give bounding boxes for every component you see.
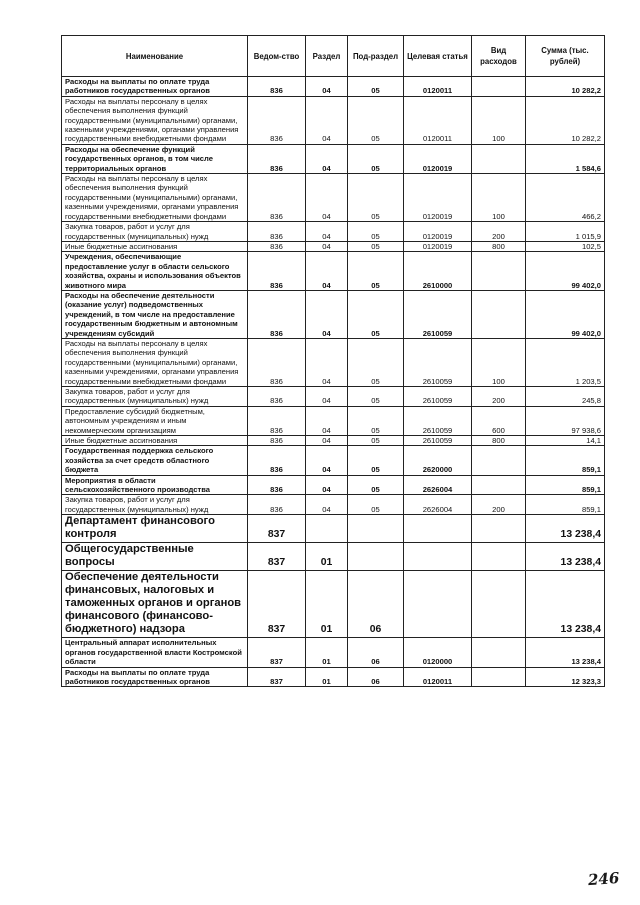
row-razdel: 04 <box>306 77 348 97</box>
row-name: Департамент финансового контроля <box>62 515 248 543</box>
row-podrazdel <box>348 515 404 543</box>
row-ved: 836 <box>248 174 306 222</box>
row-podrazdel: 05 <box>348 174 404 222</box>
row-name: Общегосударственные вопросы <box>62 543 248 571</box>
row-statya: 0120019 <box>404 144 472 173</box>
row-summa: 13 238,4 <box>526 515 605 543</box>
row-statya: 2610059 <box>404 436 472 446</box>
row-ved: 836 <box>248 475 306 495</box>
row-ved: 836 <box>248 290 306 338</box>
row-ved: 837 <box>248 515 306 543</box>
row-vid: 600 <box>472 406 526 435</box>
row-podrazdel: 06 <box>348 638 404 667</box>
row-summa: 12 323,3 <box>526 667 605 687</box>
row-ved: 836 <box>248 222 306 242</box>
row-summa: 14,1 <box>526 436 605 446</box>
row-name: Расходы на обеспечение деятельности (оказание услуг) подведомственных учреждений, в том числе на предоставление государственным бюджетным и автономным учреждениям субсидий <box>62 290 248 338</box>
row-podrazdel <box>348 543 404 571</box>
row-podrazdel: 05 <box>348 290 404 338</box>
row-statya: 2610059 <box>404 387 472 407</box>
row-vid: 100 <box>472 96 526 144</box>
row-summa: 1 584,6 <box>526 144 605 173</box>
table-row <box>62 406 605 435</box>
table-row <box>62 543 605 571</box>
table-row <box>62 77 605 97</box>
header-razdel: Раздел <box>306 36 348 77</box>
row-ved: 836 <box>248 446 306 475</box>
row-summa: 1 203,5 <box>526 338 605 386</box>
row-ved: 836 <box>248 436 306 446</box>
row-ved: 836 <box>248 77 306 97</box>
row-vid: 200 <box>472 387 526 407</box>
row-name: Расходы на выплаты персоналу в целях обеспечения выполнения функций государственными (муниципальными) органами, казенными учреждениями, органами управления государственными внебюджетными фондами <box>62 174 248 222</box>
row-razdel: 04 <box>306 241 348 251</box>
table-row <box>62 638 605 667</box>
budget-table <box>61 35 605 687</box>
row-ved: 836 <box>248 338 306 386</box>
row-statya: 2626004 <box>404 475 472 495</box>
table-row <box>62 495 605 515</box>
row-ved: 836 <box>248 241 306 251</box>
row-statya: 0120011 <box>404 77 472 97</box>
header-vid: Вид расходов <box>472 36 526 77</box>
row-razdel <box>306 515 348 543</box>
row-vid <box>472 446 526 475</box>
row-podrazdel: 05 <box>348 446 404 475</box>
row-summa: 466,2 <box>526 174 605 222</box>
row-podrazdel: 05 <box>348 475 404 495</box>
row-name: Закупка товаров, работ и услуг для государственных (муниципальных) нужд <box>62 495 248 515</box>
row-name: Иные бюджетные ассигнования <box>62 436 248 446</box>
row-statya: 2626004 <box>404 495 472 515</box>
row-vid <box>472 543 526 571</box>
header-name: Наименование <box>62 36 248 77</box>
header-podrazdel: Под-раздел <box>348 36 404 77</box>
row-name: Предоставление субсидий бюджетным, автономным учреждениям и иным некоммерческим организациям <box>62 406 248 435</box>
row-razdel: 01 <box>306 543 348 571</box>
row-razdel: 01 <box>306 638 348 667</box>
row-name: Центральный аппарат исполнительных органов государственной власти Костромской области <box>62 638 248 667</box>
row-razdel: 04 <box>306 290 348 338</box>
row-summa: 102,5 <box>526 241 605 251</box>
row-podrazdel: 05 <box>348 77 404 97</box>
page-number: 246 <box>587 868 620 890</box>
row-name: Государственная поддержка сельского хозяйства за счет средств областного бюджета <box>62 446 248 475</box>
row-statya: 0120019 <box>404 174 472 222</box>
row-podrazdel: 05 <box>348 252 404 291</box>
row-summa: 13 238,4 <box>526 571 605 638</box>
row-summa: 99 402,0 <box>526 290 605 338</box>
row-razdel: 04 <box>306 475 348 495</box>
row-statya: 2610059 <box>404 290 472 338</box>
row-name: Закупка товаров, работ и услуг для государственных (муниципальных) нужд <box>62 387 248 407</box>
row-podrazdel: 05 <box>348 387 404 407</box>
row-ved: 837 <box>248 571 306 638</box>
table-row <box>62 241 605 251</box>
row-podrazdel: 06 <box>348 571 404 638</box>
row-statya: 0120000 <box>404 638 472 667</box>
row-ved: 836 <box>248 406 306 435</box>
row-podrazdel: 05 <box>348 406 404 435</box>
table-row <box>62 174 605 222</box>
row-name: Учреждения, обеспечивающие предоставление услуг в области сельского хозяйства, охраны и использования объектов животного мира <box>62 252 248 291</box>
row-vid <box>472 571 526 638</box>
row-razdel: 01 <box>306 667 348 687</box>
table-row <box>62 571 605 638</box>
row-ved: 836 <box>248 144 306 173</box>
row-razdel: 04 <box>306 338 348 386</box>
header-ved: Ведом-ство <box>248 36 306 77</box>
row-name: Расходы на выплаты по оплате труда работников государственных органов <box>62 77 248 97</box>
row-razdel: 04 <box>306 252 348 291</box>
header-statya: Целевая статья <box>404 36 472 77</box>
row-vid <box>472 667 526 687</box>
row-podrazdel: 05 <box>348 96 404 144</box>
row-statya: 2610059 <box>404 406 472 435</box>
row-summa: 859,1 <box>526 475 605 495</box>
table-row <box>62 475 605 495</box>
row-vid <box>472 77 526 97</box>
row-vid <box>472 290 526 338</box>
table-row <box>62 222 605 242</box>
row-summa: 97 938,6 <box>526 406 605 435</box>
row-summa: 1 015,9 <box>526 222 605 242</box>
row-statya: 2610059 <box>404 338 472 386</box>
table-row <box>62 338 605 386</box>
row-vid: 800 <box>472 436 526 446</box>
row-ved: 836 <box>248 252 306 291</box>
table-row <box>62 252 605 291</box>
row-vid <box>472 144 526 173</box>
row-podrazdel: 05 <box>348 222 404 242</box>
row-vid: 100 <box>472 338 526 386</box>
row-statya <box>404 571 472 638</box>
row-ved: 837 <box>248 667 306 687</box>
row-razdel: 04 <box>306 222 348 242</box>
row-podrazdel: 05 <box>348 338 404 386</box>
header-summa: Сумма (тыс. рублей) <box>526 36 605 77</box>
row-podrazdel: 05 <box>348 436 404 446</box>
row-summa: 859,1 <box>526 495 605 515</box>
row-podrazdel: 05 <box>348 144 404 173</box>
row-podrazdel: 05 <box>348 495 404 515</box>
row-vid <box>472 515 526 543</box>
row-statya <box>404 515 472 543</box>
row-summa: 245,8 <box>526 387 605 407</box>
row-summa: 859,1 <box>526 446 605 475</box>
row-statya: 2610000 <box>404 252 472 291</box>
table-row <box>62 446 605 475</box>
row-razdel: 04 <box>306 144 348 173</box>
row-razdel: 04 <box>306 174 348 222</box>
row-razdel: 04 <box>306 387 348 407</box>
row-name: Мероприятия в области сельскохозяйственного производства <box>62 475 248 495</box>
row-name: Расходы на обеспечение функций государственных органов, в том числе территориальных органов <box>62 144 248 173</box>
row-ved: 837 <box>248 543 306 571</box>
table-row <box>62 387 605 407</box>
row-summa: 10 282,2 <box>526 96 605 144</box>
row-razdel: 04 <box>306 406 348 435</box>
row-vid: 800 <box>472 241 526 251</box>
table-row <box>62 290 605 338</box>
row-vid <box>472 252 526 291</box>
row-vid: 100 <box>472 174 526 222</box>
row-podrazdel: 06 <box>348 667 404 687</box>
row-vid <box>472 475 526 495</box>
row-summa: 99 402,0 <box>526 252 605 291</box>
row-ved: 837 <box>248 638 306 667</box>
row-summa: 13 238,4 <box>526 543 605 571</box>
row-name: Закупка товаров, работ и услуг для государственных (муниципальных) нужд <box>62 222 248 242</box>
row-razdel: 04 <box>306 436 348 446</box>
row-statya: 2620000 <box>404 446 472 475</box>
row-podrazdel: 05 <box>348 241 404 251</box>
row-vid <box>472 638 526 667</box>
row-ved: 836 <box>248 387 306 407</box>
table-row <box>62 436 605 446</box>
row-statya: 0120019 <box>404 222 472 242</box>
header-row <box>62 36 605 77</box>
row-name: Обеспечение деятельности финансовых, налоговых и таможенных органов и органов финансового (финансово-бюджетного) надзора <box>62 571 248 638</box>
row-name: Расходы на выплаты по оплате труда работников государственных органов <box>62 667 248 687</box>
row-summa: 13 238,4 <box>526 638 605 667</box>
row-ved: 836 <box>248 495 306 515</box>
row-ved: 836 <box>248 96 306 144</box>
row-statya <box>404 543 472 571</box>
row-name: Расходы на выплаты персоналу в целях обеспечения выполнения функций государственными (муниципальными) органами, казенными учреждениями, органами управления государственными внебюджетными фондами <box>62 96 248 144</box>
row-razdel: 04 <box>306 96 348 144</box>
table-row <box>62 667 605 687</box>
row-vid: 200 <box>472 222 526 242</box>
table-row <box>62 515 605 543</box>
row-razdel: 04 <box>306 446 348 475</box>
table-row <box>62 144 605 173</box>
row-summa: 10 282,2 <box>526 77 605 97</box>
row-razdel: 04 <box>306 495 348 515</box>
row-name: Иные бюджетные ассигнования <box>62 241 248 251</box>
row-vid: 200 <box>472 495 526 515</box>
row-statya: 0120011 <box>404 667 472 687</box>
row-razdel: 01 <box>306 571 348 638</box>
row-statya: 0120011 <box>404 96 472 144</box>
row-statya: 0120019 <box>404 241 472 251</box>
table-row <box>62 96 605 144</box>
row-name: Расходы на выплаты персоналу в целях обеспечения выполнения функций государственными (муниципальными) органами, казенными учреждениями, органами управления государственными внебюджетными фондами <box>62 338 248 386</box>
